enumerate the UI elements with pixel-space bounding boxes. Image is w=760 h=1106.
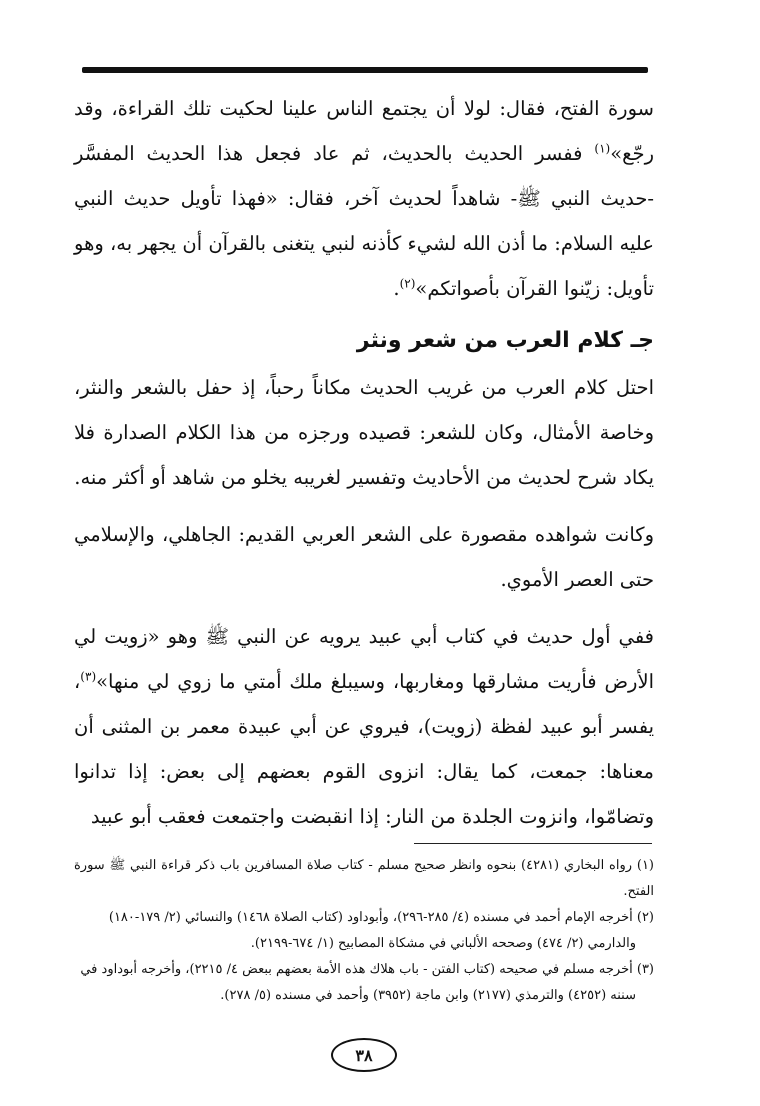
paragraph-4 [74, 614, 654, 839]
footnote-ref-1[interactable]: (١) [594, 141, 611, 156]
footnote-ref-3[interactable]: (٣) [80, 669, 97, 684]
footnote-2-continued: والدارمي (٢/ ٤٧٤) وصححه الألباني في مشكاة المصابيح (١/ ٦٧٤-٢١٩٩). [250, 936, 636, 951]
paragraph-1-end: . [393, 277, 400, 300]
paragraph-1-text: سورة الفتح، فقال: لولا أن يجتمع الناس علينا لحكيت تلك القراءة، وقد رجّع» [74, 97, 654, 165]
paragraph-1 [74, 86, 654, 311]
paragraph-2: احتل كلام العرب من غريب الحديث مكاناً رحباً، إذ حفل بالشعر والنثر، وخاصة الأمثال، وكان للشعر: قصيده ورجزه من هذا الكلام الصدارة فلا يكاد شرح لحديث من الأحاديث وتفسير لغريبه يخلو من شاهد أو أكثر منه. [74, 376, 654, 489]
footnote-3: (٣) أخرجه مسلم في صحيحه (كتاب الفتن - باب هلاك هذه الأمة بعضهم ببعض ٤/ ٢٢١٥)، وأخرجه أبوداود في [80, 962, 654, 977]
footnotes [74, 853, 654, 1009]
footnote-3-continued: سننه (٤٢٥٢) والترمذي (٢١٧٧) وابن ماجة (٣٩٥٢) وأحمد في مسنده (٥/ ٢٧٨). [220, 988, 636, 1003]
paragraph-1-continued: ففسر الحديث بالحديث، ثم عاد فجعل هذا الحديث المفسَّر -حديث النبي ﷺ- شاهداً لحديث آخر، فقال: «فهذا تأويل حديث النبي عليه السلام: ما أذن الله لشيء كأذنه لنبي يتغنى بالقرآن أن يجهر به، وهو تأويل: زيّنوا القرآن بأصواتكم» [74, 142, 654, 300]
paragraph-3: وكانت شواهده مقصورة على الشعر العربي القديم: الجاهلي، والإسلامي حتى العصر الأموي. [74, 523, 654, 591]
paragraph-4-continued: ، يفسر أبو عبيد لفظة (زويت)، فيروي عن أبي عبيدة معمر بن المثنى أن معناها: جمعت، كما يقال: انزوى القوم بعضهم إلى بعض: إذا تدانوا وتضامّوا، وانزوت الجلدة من النار: إذا انقبضت واجتمعت فعقب أبو عبيد [74, 670, 654, 828]
section-heading: جـ كلام العرب من شعر ونثر [356, 328, 654, 353]
footnote-1: (١) رواه البخاري (٤٢٨١) بنحوه وانظر صحيح مسلم - كتاب صلاة المسافرين باب ذكر قراءة النبي ﷺ سورة الفتح. [74, 858, 654, 899]
page-number: ٣٨ [331, 1038, 397, 1072]
page-body [74, 86, 654, 839]
paragraph-4-text: ففي أول حديث في كتاب أبي عبيد يرويه عن النبي ﷺ وهو «زويت لي الأرض فأريت مشارقها ومغاربها، وسيبلغ ملك أمتي ما زوي لي منها» [74, 625, 654, 693]
footnote-ref-2[interactable]: (٢) [399, 276, 416, 291]
top-rule [82, 67, 648, 73]
footnote-2: (٢) أخرجه الإمام أحمد في مسنده (٤/ ٢٨٥-٢٩٦)، وأبوداود (كتاب الصلاة ١٤٦٨) والنسائي (٢/ ١٧٩-١٨٠) [108, 910, 654, 925]
footnote-separator [414, 843, 652, 844]
